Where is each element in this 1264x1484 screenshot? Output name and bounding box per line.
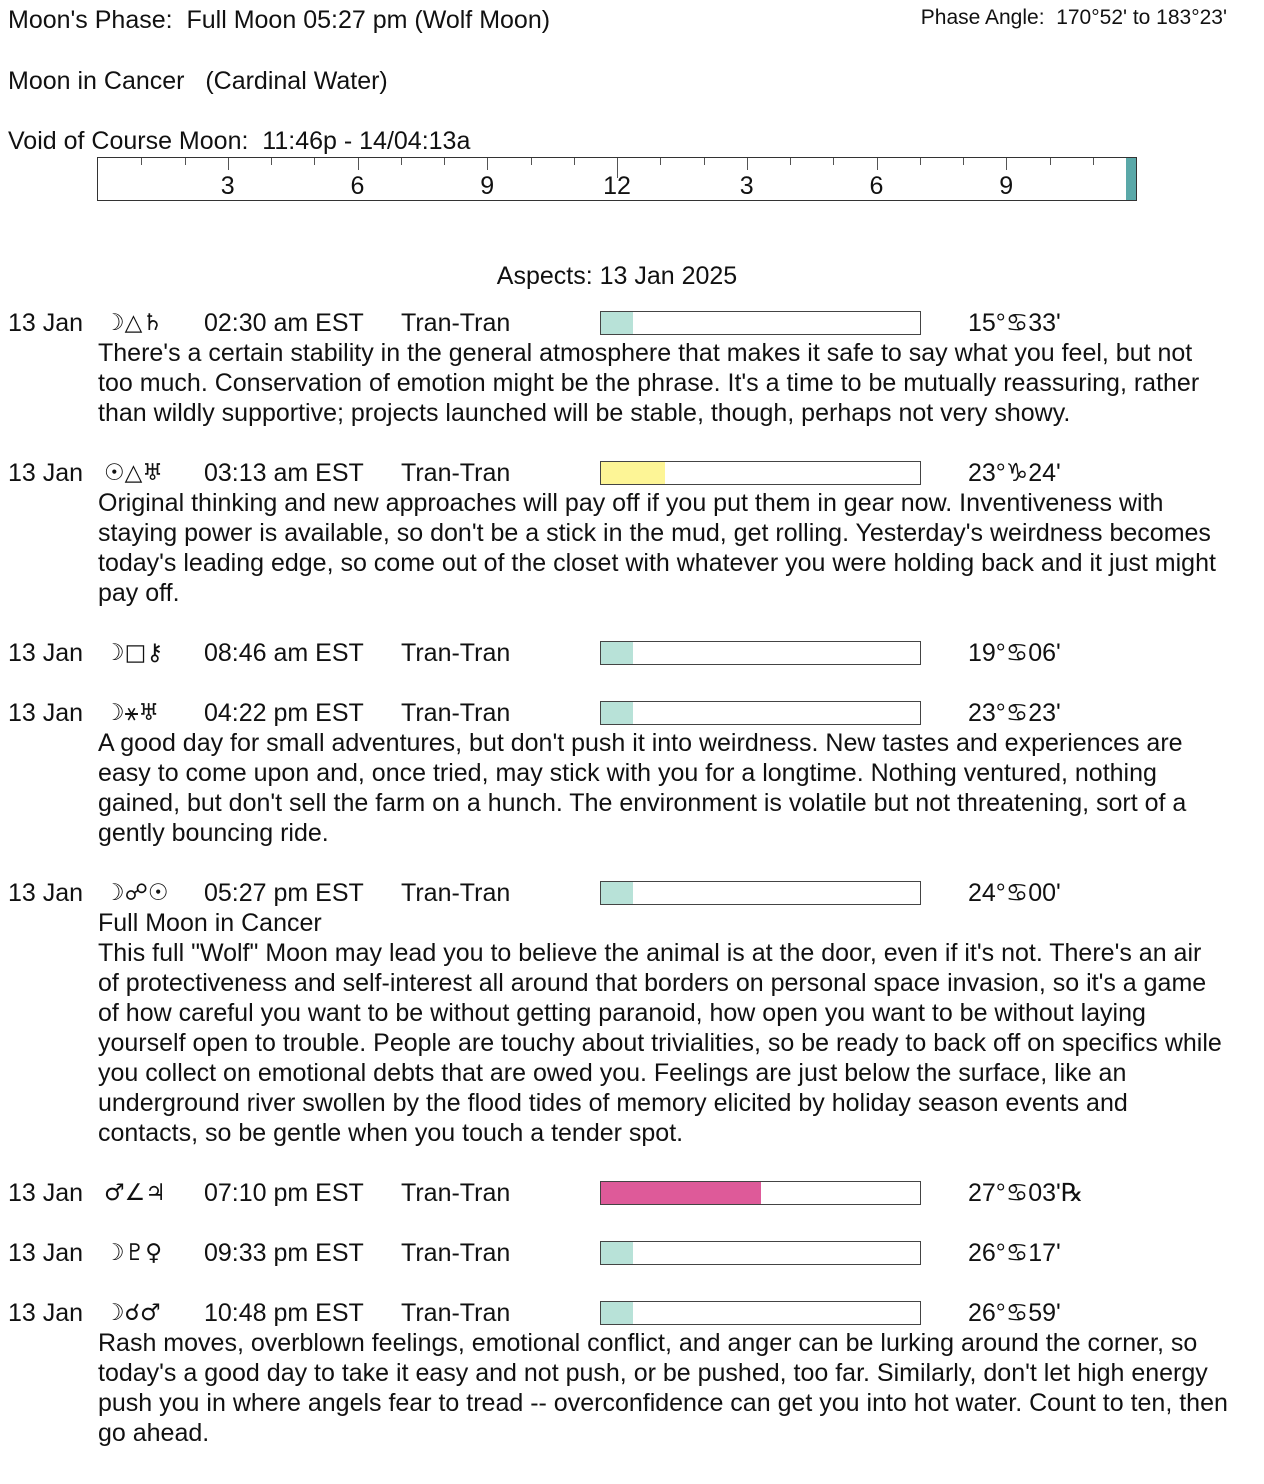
timeline-hour-label: 9: [999, 172, 1014, 200]
aspect-type: Tran-Tran: [401, 639, 511, 667]
aspect-degree: 23°♋23': [968, 699, 1061, 727]
timeline-tick: [574, 158, 575, 165]
timeline-hour-label: 12: [603, 172, 631, 200]
timeline-tick: [704, 158, 705, 165]
aspect-degree: 26°♋59': [968, 1299, 1061, 1327]
timeline-hour-label: 6: [869, 172, 884, 200]
aspect-degree: 27°♋03'℞: [968, 1179, 1084, 1207]
aspect-date: 13 Jan: [8, 1179, 84, 1207]
aspect-entry: [0, 458, 1264, 608]
aspect-degree: 23°♑24': [968, 459, 1061, 487]
aspect-strength-fill: [601, 462, 665, 484]
aspect-time: 09:33 pm EST: [204, 1239, 364, 1267]
aspect-type: Tran-Tran: [401, 309, 511, 337]
aspect-list: [0, 308, 1264, 1478]
aspect-strength-fill: [601, 882, 633, 904]
aspect-strength-fill: [601, 1302, 633, 1324]
moon-sign-text: Moon in Cancer (Cardinal Water): [8, 67, 388, 95]
aspect-description: Original thinking and new approaches will pay off if you put them in gear now. Inventiveness with staying power is available, so don't be a stick in the mud, get rolling. Yesterday's weirdness becomes today's leading edge, so come out of the closet with whatever you were holding back and it just might pay off.: [98, 489, 1216, 607]
aspect-date: 13 Jan: [8, 309, 84, 337]
aspect-entry: [0, 1238, 1264, 1268]
timeline-hour-label: 9: [480, 172, 495, 200]
aspect-date: 13 Jan: [8, 1299, 84, 1327]
timeline-hour-label: 6: [350, 172, 365, 200]
aspect-entry: [0, 878, 1264, 1148]
aspect-row: [0, 1238, 1264, 1268]
aspect-glyphs: ☽♇♀: [104, 1240, 163, 1266]
phase-angle-text: Phase Angle: 170°52' to 183°23': [920, 6, 1227, 29]
timeline-tick: [358, 158, 359, 170]
aspect-date: 13 Jan: [8, 639, 84, 667]
timeline-tick: [833, 158, 834, 165]
timeline-tick: [1006, 158, 1007, 170]
void-of-course-text: Void of Course Moon: 11:46p - 14/04:13a: [8, 127, 471, 155]
timeline-tick: [228, 158, 229, 170]
aspect-type: Tran-Tran: [401, 699, 511, 727]
void-of-course-fill: [1126, 158, 1136, 200]
aspect-row: [0, 698, 1264, 728]
timeline-tick: [963, 158, 964, 165]
aspect-date: 13 Jan: [8, 699, 84, 727]
aspect-strength-bar: [600, 1181, 921, 1205]
aspect-degree: 19°♋06': [968, 639, 1061, 667]
aspect-description: There's a certain stability in the general atmosphere that makes it safe to say what you feel, but not too much. Conservation of emotion might be the phrase. It's a time to be mutually reassuring, rather than wildly supportive; projects launched will be stable, though, perhaps not very showy.: [98, 339, 1200, 427]
aspect-degree: 24°♋00': [968, 879, 1061, 907]
aspect-strength-fill: [601, 1182, 761, 1204]
aspect-strength-bar: [600, 311, 921, 335]
aspect-type: Tran-Tran: [401, 459, 511, 487]
aspect-glyphs: ☽☌♂: [104, 1300, 161, 1326]
aspect-degree: 15°♋33': [968, 309, 1061, 337]
aspect-date: 13 Jan: [8, 1239, 84, 1267]
aspect-type: Tran-Tran: [401, 1299, 511, 1327]
aspect-entry: [0, 308, 1264, 428]
aspect-time: 10:48 pm EST: [204, 1299, 364, 1327]
timeline-tick: [920, 158, 921, 165]
timeline-tick: [401, 158, 402, 165]
aspect-time: 05:27 pm EST: [204, 879, 364, 907]
aspect-glyphs: ☽☍☉: [104, 880, 169, 906]
aspect-row: [0, 1178, 1264, 1208]
aspect-strength-bar: [600, 1301, 921, 1325]
timeline-tick: [747, 158, 748, 170]
aspect-strength-fill: [601, 702, 633, 724]
timeline-tick: [141, 158, 142, 165]
aspect-entry: [0, 698, 1264, 848]
timeline-hour-label: 3: [220, 172, 235, 200]
aspect-glyphs: ♂∠♃: [104, 1180, 166, 1206]
aspect-glyphs: ☽□⚷: [104, 640, 164, 666]
timeline-tick: [314, 158, 315, 165]
aspect-row: [0, 638, 1264, 668]
aspect-time: 04:22 pm EST: [204, 699, 364, 727]
aspect-description: This full "Wolf" Moon may lead you to believe the animal is at the door, even if it's not. There's an air of protectiveness and self-interest all around that borders on personal space invasion, so it's a game of how careful you want to be without getting paranoid, how open you want to be without laying yourself open to trouble. People are touchy about trivialities, so be ready to back off on specifics while you collect on emotional debts that are owed you. Feelings are just below the surface, like an underground river swollen by the flood tides of memory elicited by holiday season events and contacts, so be gentle when you touch a tender spot.: [98, 939, 1222, 1147]
aspect-row: [0, 458, 1264, 488]
aspect-entry: [0, 1298, 1264, 1448]
timeline-tick: [1093, 158, 1094, 165]
aspect-strength-bar: [600, 461, 921, 485]
timeline-tick: [444, 158, 445, 165]
aspect-subtitle: Full Moon in Cancer: [98, 909, 322, 937]
aspect-description: A good day for small adventures, but don't push it into weirdness. New tastes and experiences are easy to come upon and, once tried, may stick with you for a longtime. Nothing ventured, nothing gained, but don't sell the farm on a hunch. The environment is volatile but not threatening, sort of a gently bouncing ride.: [98, 729, 1187, 847]
timeline-tick: [877, 158, 878, 170]
aspect-row: [0, 878, 1264, 908]
aspect-type: Tran-Tran: [401, 1179, 511, 1207]
timeline-tick: [790, 158, 791, 165]
aspect-entry: [0, 1178, 1264, 1208]
aspect-degree: 26°♋17': [968, 1239, 1061, 1267]
timeline-tick: [531, 158, 532, 165]
aspect-row: [0, 1298, 1264, 1328]
void-of-course-timeline: [97, 157, 1137, 201]
aspects-title: Aspects: 13 Jan 2025: [496, 262, 738, 290]
aspect-time: 02:30 am EST: [204, 309, 364, 337]
aspect-strength-fill: [601, 1242, 633, 1264]
aspect-glyphs: ☽△♄: [104, 310, 163, 336]
aspect-type: Tran-Tran: [401, 879, 511, 907]
aspect-strength-bar: [600, 1241, 921, 1265]
aspect-date: 13 Jan: [8, 459, 84, 487]
timeline-tick: [1050, 158, 1051, 165]
aspect-time: 08:46 am EST: [204, 639, 364, 667]
aspect-description: Rash moves, overblown feelings, emotional conflict, and anger can be lurking around the corner, so today's a good day to take it easy and not push, or be pushed, too far. Similarly, don't let high energy push you in where angels fear to tread -- overconfidence can get you into hot water. Count to ten, then go ahead.: [98, 1329, 1228, 1447]
aspect-strength-bar: [600, 641, 921, 665]
timeline-tick: [487, 158, 488, 170]
moon-phase-text: Moon's Phase: Full Moon 05:27 pm (Wolf Moon): [8, 6, 551, 34]
aspect-strength-bar: [600, 701, 921, 725]
aspect-strength-fill: [601, 642, 633, 664]
timeline-hour-label: 3: [739, 172, 754, 200]
aspect-entry: [0, 638, 1264, 668]
aspect-glyphs: ☽⚹♅: [104, 700, 160, 726]
aspect-glyphs: ☉△♅: [104, 460, 163, 486]
timeline-tick: [271, 158, 272, 165]
aspect-time: 03:13 am EST: [204, 459, 364, 487]
aspect-strength-fill: [601, 312, 633, 334]
aspect-date: 13 Jan: [8, 879, 84, 907]
aspect-type: Tran-Tran: [401, 1239, 511, 1267]
aspect-strength-bar: [600, 881, 921, 905]
timeline-tick: [185, 158, 186, 165]
aspect-row: [0, 308, 1264, 338]
timeline-tick: [660, 158, 661, 165]
aspect-time: 07:10 pm EST: [204, 1179, 364, 1207]
